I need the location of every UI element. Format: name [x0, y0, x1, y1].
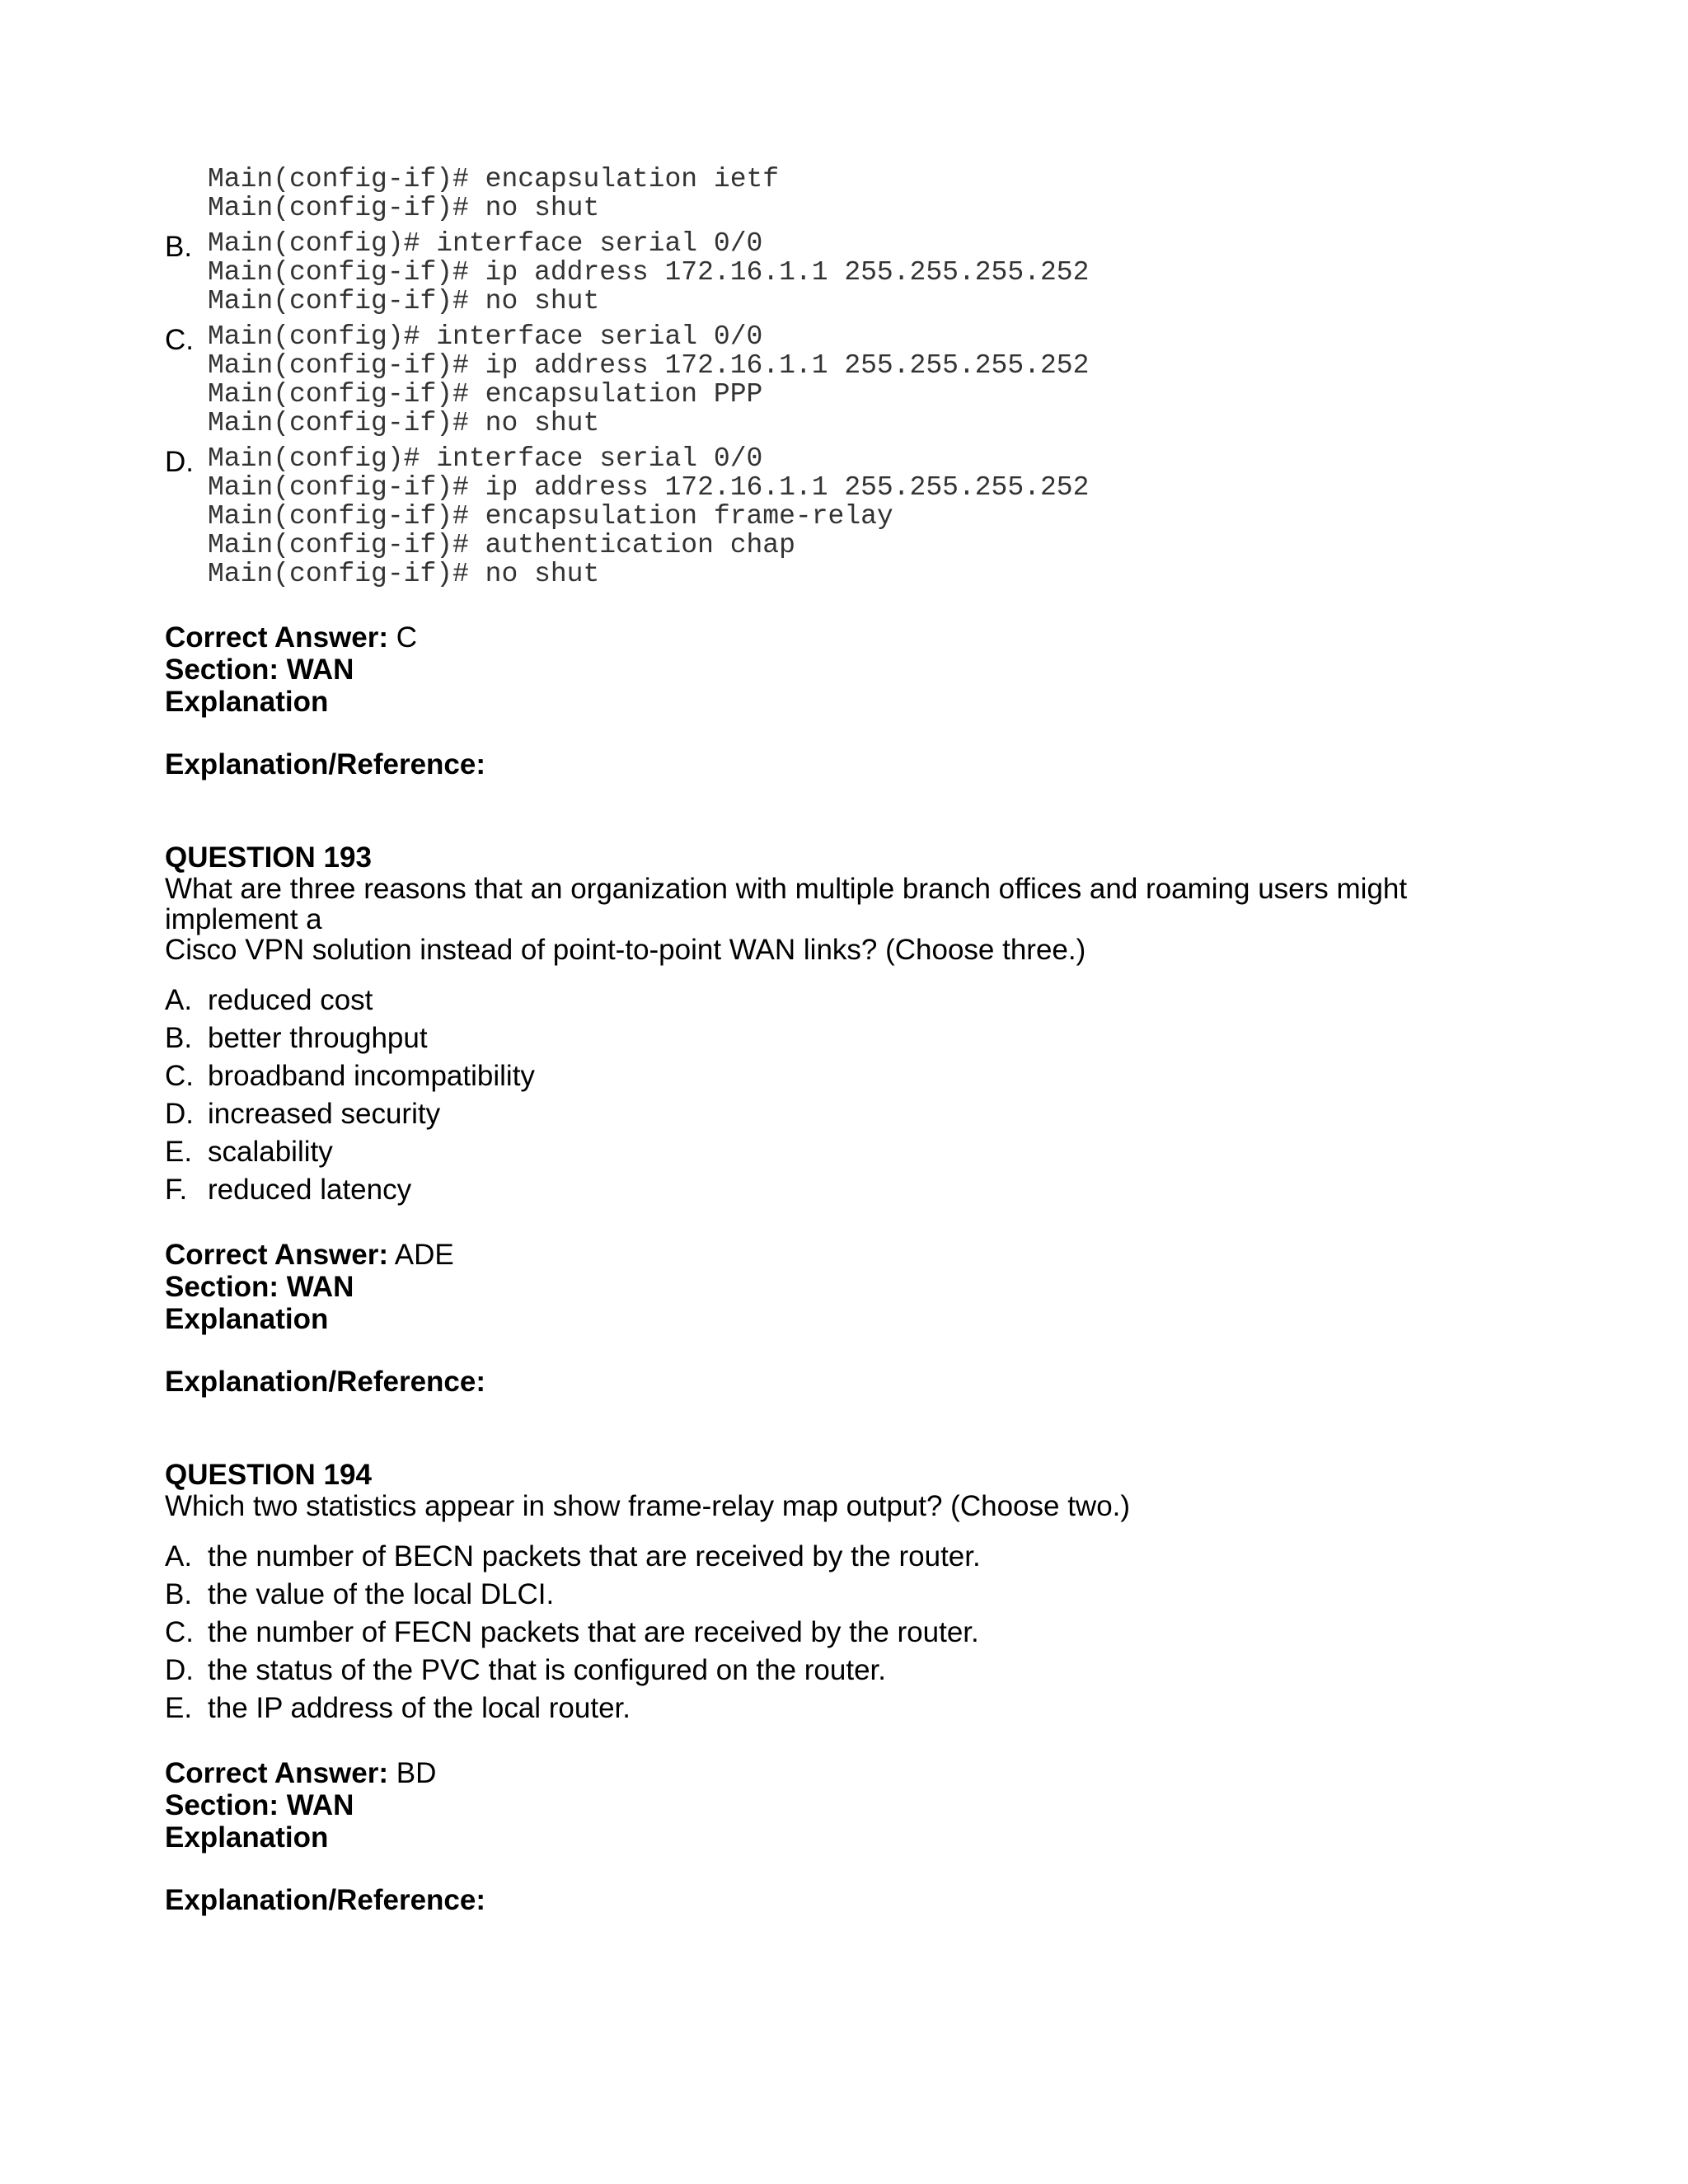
code-line: Main(config-if)# no shut — [208, 559, 600, 589]
answer-block — [165, 621, 1533, 780]
explanation-label: Explanation — [165, 686, 329, 718]
option-a-continued — [165, 165, 1533, 223]
explanation-label: Explanation — [165, 1821, 329, 1854]
option-item: D. the status of the PVC that is configured on the router. — [165, 1654, 886, 1686]
option-item: B. better throughput — [165, 1022, 428, 1054]
code-line: Main(config-if)# encapsulation PPP — [208, 379, 763, 410]
code-line: Main(config)# interface serial 0/0 — [208, 443, 763, 474]
code-line: Main(config-if)# ip address 172.16.1.1 255.255.255.252 — [208, 350, 1090, 381]
reference-label: Explanation/Reference: — [165, 748, 485, 780]
correct-answer: Correct Answer: BD — [165, 1757, 437, 1789]
option-item: B. the value of the local DLCI. — [165, 1578, 555, 1610]
question-heading: QUESTION 194 — [165, 1459, 372, 1491]
code-line: Main(config-if)# no shut — [208, 193, 600, 223]
code-block — [208, 229, 1089, 316]
correct-answer: Correct Answer: C — [165, 621, 418, 654]
option-d — [165, 444, 1533, 588]
code-line: Main(config)# interface serial 0/0 — [208, 321, 763, 352]
section-label: Section: WAN — [165, 654, 354, 686]
correct-answer: Correct Answer: ADE — [165, 1239, 454, 1271]
option-item: E. the IP address of the local router. — [165, 1692, 631, 1724]
option-c — [165, 322, 1533, 438]
option-item: C. broadband incompatibility — [165, 1060, 535, 1092]
code-block — [208, 444, 1089, 588]
reference-label: Explanation/Reference: — [165, 1884, 485, 1916]
option-letter: B. — [165, 231, 193, 263]
code-line: Main(config-if)# ip address 172.16.1.1 255.255.255.252 — [208, 257, 1090, 288]
option-item: D. increased security — [165, 1098, 441, 1130]
section-label: Section: WAN — [165, 1271, 354, 1303]
code-line: Main(config)# interface serial 0/0 — [208, 228, 763, 259]
answer-block — [165, 1757, 1533, 1916]
section-label: Section: WAN — [165, 1789, 354, 1821]
option-list — [165, 982, 1533, 1209]
code-block — [208, 322, 1089, 438]
question-text: What are three reasons that an organization with multiple branch offices and roaming users might implement a Cisco VPN solution instead of point-to-point WAN links? (Choose three.) — [165, 873, 1408, 966]
code-line: Main(config-if)# encapsulation ietf — [208, 164, 780, 194]
option-list — [165, 1538, 1533, 1727]
code-block — [208, 165, 779, 223]
reference-label: Explanation/Reference: — [165, 1366, 485, 1398]
answer-block — [165, 1239, 1533, 1398]
code-line: Main(config-if)# encapsulation frame-relay — [208, 501, 893, 532]
code-line: Main(config-if)# authentication chap — [208, 530, 795, 560]
option-item: E. scalability — [165, 1136, 333, 1168]
page-content — [165, 165, 1533, 1916]
code-line: Main(config-if)# no shut — [208, 408, 600, 438]
question-heading: QUESTION 193 — [165, 841, 372, 874]
question-193 — [165, 841, 1533, 1398]
option-b — [165, 229, 1533, 316]
question-194 — [165, 1459, 1533, 1916]
explanation-label: Explanation — [165, 1303, 329, 1335]
option-letter: D. — [165, 446, 194, 478]
code-line: Main(config-if)# ip address 172.16.1.1 255.255.255.252 — [208, 472, 1090, 503]
option-item: C. the number of FECN packets that are received by the router. — [165, 1616, 979, 1648]
option-item: A. reduced cost — [165, 984, 373, 1016]
option-letter: C. — [165, 324, 194, 356]
code-line: Main(config-if)# no shut — [208, 286, 600, 316]
option-item: A. the number of BECN packets that are received by the router. — [165, 1540, 981, 1572]
question-text: Which two statistics appear in show frame-relay map output? (Choose two.) — [165, 1490, 1131, 1522]
option-item: F. reduced latency — [165, 1174, 412, 1206]
